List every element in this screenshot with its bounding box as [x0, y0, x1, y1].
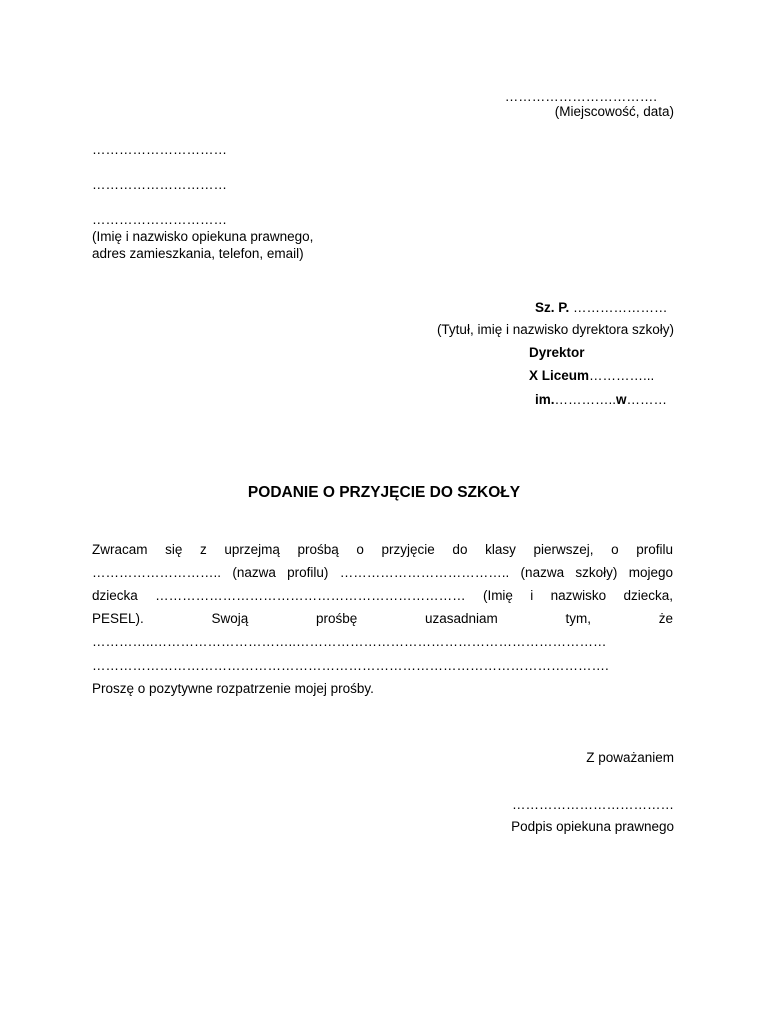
sender-line-2: …………………………: [92, 177, 227, 192]
sender-caption-1: (Imię i nazwisko opiekuna prawnego,: [92, 229, 314, 244]
recipient-school-dots: …………...: [589, 368, 655, 383]
place-date-label: (Miejscowość, data): [554, 104, 674, 119]
recipient-w-label: w: [616, 392, 627, 407]
body-line-4: PESEL). Swoją prośbę uzasadniam tym, że: [92, 611, 673, 626]
recipient-title-line: [535, 299, 668, 317]
body-line-1: Zwracam się z uprzejmą prośbą o przyjęcie do klasy pierwszej, o profilu: [92, 542, 673, 557]
recipient-title-label: Sz. P.: [535, 300, 570, 315]
place-date-dots: …………………………….: [504, 89, 657, 104]
recipient-im-label: im.: [535, 392, 555, 407]
body-line-3: dziecka …………………………………………………………… (Imię i nazwisko dziecka,: [92, 588, 673, 603]
sender-caption-2: adres zamieszkania, telefon, email): [92, 246, 304, 261]
sender-line-3: …………………………: [92, 212, 227, 227]
signature-label: Podpis opiekuna prawnego: [511, 819, 674, 834]
signature-dots: ………………………………: [512, 797, 674, 812]
body-line-2: ……………………….. (nazwa profilu) ……………………………….. (nazwa szkoły) mojego: [92, 565, 673, 580]
body-line-7: Proszę o pozytywne rozpatrzenie mojej prośby.: [92, 681, 374, 696]
body-line-5: …………..…………………………..……………………………………………………………: [92, 634, 607, 649]
recipient-director: Dyrektor: [529, 345, 585, 360]
recipient-title-caption: (Tytuł, imię i nazwisko dyrektora szkoły): [436, 322, 674, 337]
body-line-6: …………………………………………………………………………………………………….: [92, 658, 609, 673]
sender-line-1: …………………………: [92, 142, 227, 157]
recipient-im-line: [535, 391, 667, 409]
closing-regards: Z poważaniem: [586, 750, 674, 765]
recipient-title-dots: …………………: [569, 300, 668, 315]
recipient-w-dots: ………: [626, 392, 668, 407]
recipient-im-dots: …………..: [554, 392, 617, 407]
recipient-school-line: [529, 367, 654, 385]
recipient-school-label: X Liceum: [529, 368, 590, 383]
document-title: PODANIE O PRZYJĘCIE DO SZKOŁY: [247, 484, 521, 501]
